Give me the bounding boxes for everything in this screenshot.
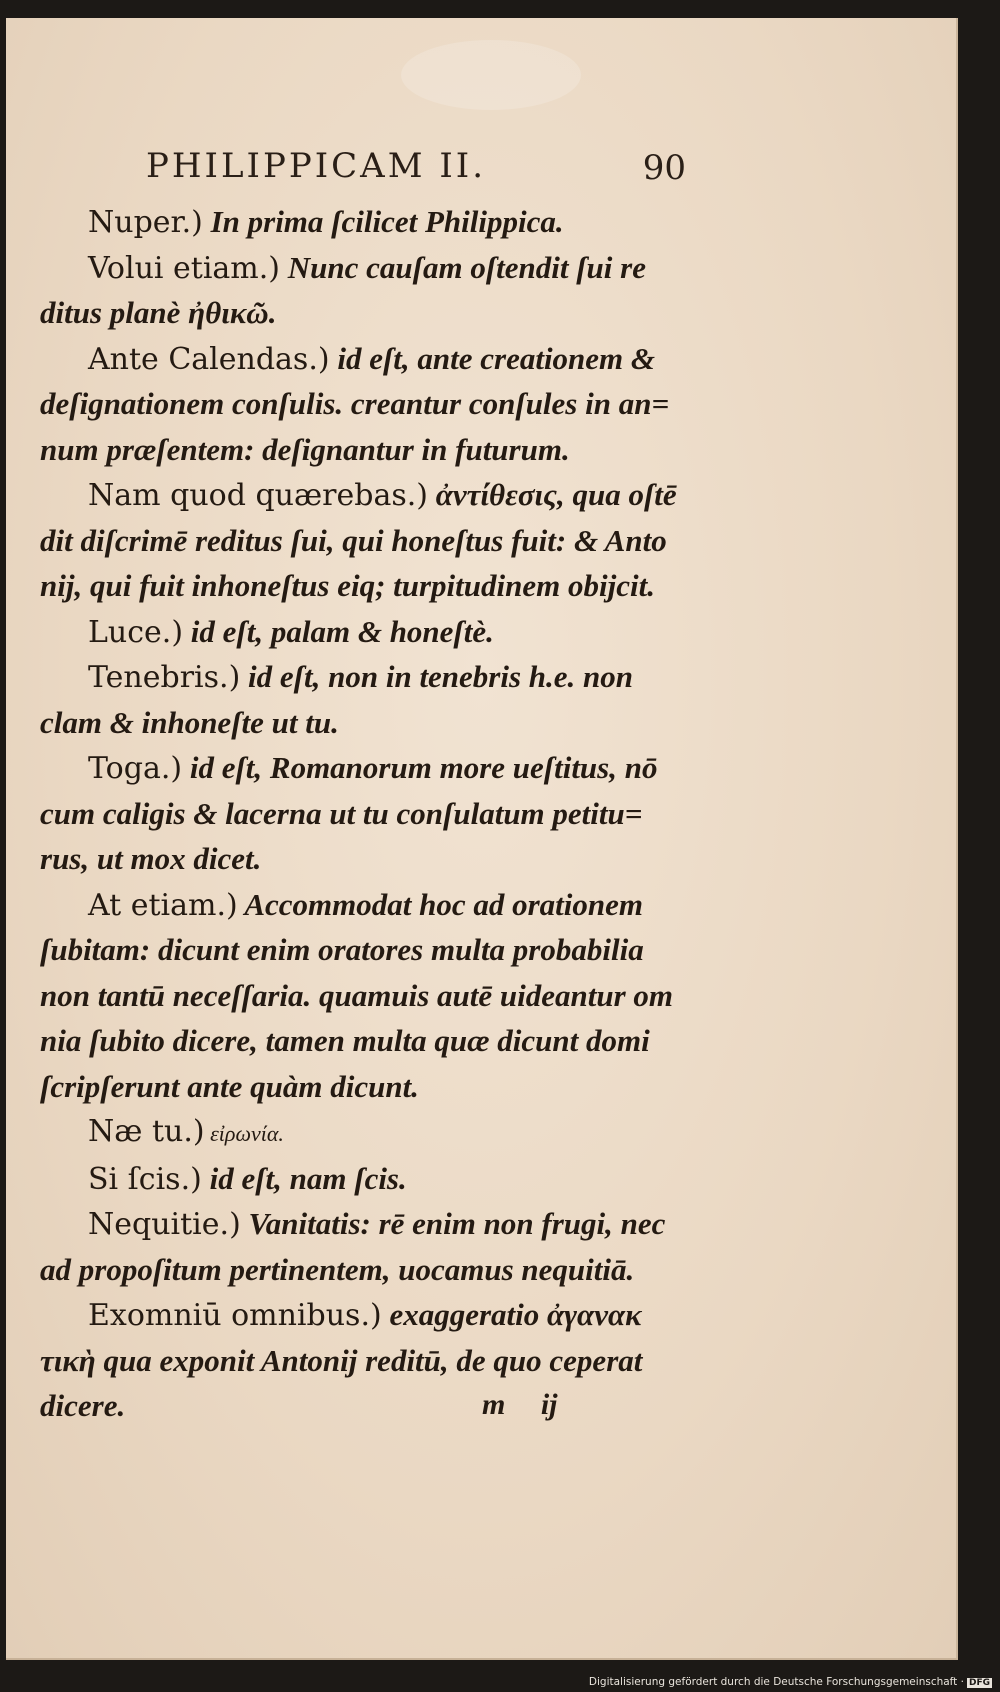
commentary: τικὴ qua exponit Antonij reditū, de quo ceperat bbox=[40, 1342, 643, 1378]
text-line bbox=[40, 1248, 700, 1294]
running-header bbox=[146, 146, 686, 186]
text-line bbox=[40, 610, 700, 656]
text-line bbox=[40, 564, 700, 610]
text-line bbox=[40, 974, 700, 1020]
commentary: εἰρωνία. bbox=[204, 1121, 284, 1146]
commentary: rus, ut mox dicet. bbox=[40, 841, 262, 876]
dfg-logo: DFG bbox=[968, 1678, 990, 1688]
lemma: Volui etiam.) bbox=[88, 250, 280, 286]
text-line bbox=[40, 1110, 700, 1157]
text-line bbox=[40, 1065, 700, 1111]
commentary: ſubitam: dicunt enim oratores multa probabilia bbox=[40, 932, 644, 967]
text-line bbox=[40, 837, 700, 883]
lemma: Næ tu.) bbox=[88, 1114, 205, 1149]
lemma: At etiam.) bbox=[88, 887, 238, 923]
folio-number: 90 bbox=[642, 148, 686, 188]
commentary: In prima ſcilicet Philippica. bbox=[202, 204, 564, 239]
commentary: dit diſcrimē reditus ſui, qui honeſtus fuit: & Anto bbox=[40, 522, 667, 558]
commentary: ad propoſitum pertinentem, uocamus nequitiā. bbox=[40, 1251, 635, 1287]
text-line bbox=[40, 428, 700, 474]
commentary: dicere. bbox=[40, 1388, 126, 1423]
commentary: Accommodat hoc ad orationem bbox=[237, 886, 644, 922]
commentary: id eſt, Romanorum more ueſtitus, nō bbox=[182, 750, 658, 785]
commentary-text bbox=[40, 200, 700, 1430]
commentary: ditus planè ἠθικῶ. bbox=[40, 295, 277, 330]
text-line bbox=[40, 655, 700, 701]
text-line bbox=[40, 1339, 700, 1385]
book-page bbox=[6, 18, 958, 1660]
lemma: Luce.) bbox=[88, 614, 184, 650]
digitization-credit bbox=[589, 1676, 992, 1688]
commentary: nij, qui fuit inhoneſtus eiq; turpitudinem obijcit. bbox=[40, 568, 655, 603]
text-line bbox=[40, 519, 700, 565]
text-line bbox=[40, 337, 700, 383]
lemma: Si ſcis.) bbox=[88, 1161, 202, 1197]
lemma: Tenebris.) bbox=[88, 660, 241, 695]
commentary: Nunc cauſam oſtendit ſui re bbox=[280, 249, 646, 285]
commentary: deſignationem conſulis. creantur conſules in an= bbox=[40, 386, 670, 421]
text-line bbox=[40, 792, 700, 838]
text-line bbox=[40, 701, 700, 747]
text-line bbox=[40, 200, 700, 246]
commentary: non tantū neceſſaria. quamuis autē uideantur om bbox=[40, 977, 674, 1013]
commentary: id eſt, ante creationem & bbox=[329, 340, 656, 376]
lemma: Nuper.) bbox=[88, 205, 203, 240]
paper-stain bbox=[401, 40, 581, 110]
credit-text: Digitalisierung gefördert durch die Deutsche Forschungsgemeinschaft · bbox=[588, 1676, 964, 1688]
lemma: Nam quod quærebas.) bbox=[88, 478, 428, 513]
text-line bbox=[40, 746, 700, 792]
running-title: PHILIPPICAM II. bbox=[146, 146, 487, 186]
commentary: cum caligis & lacerna ut tu conſulatum petitu= bbox=[40, 795, 643, 831]
signature-mark: m ij bbox=[482, 1388, 558, 1421]
commentary: id eſt, non in tenebris h.e. non bbox=[240, 659, 634, 694]
lemma: Nequitie.) bbox=[88, 1207, 241, 1242]
text-line bbox=[40, 291, 700, 337]
commentary: ἀντίθεσις, qua oſtē bbox=[428, 477, 677, 512]
text-line bbox=[40, 883, 700, 929]
commentary: ſcripſerunt ante quàm dicunt. bbox=[40, 1068, 419, 1104]
lemma: Exomniū omnibus.) bbox=[88, 1298, 382, 1333]
commentary: id eſt, palam & honeſtè. bbox=[183, 613, 494, 649]
text-line bbox=[40, 1293, 700, 1339]
commentary: nia ſubito dicere, tamen multa quæ dicunt domi bbox=[40, 1023, 650, 1058]
lemma: Ante Calendas.) bbox=[88, 341, 330, 377]
commentary: clam & inhoneſte ut tu. bbox=[40, 704, 339, 740]
text-line bbox=[40, 1019, 700, 1065]
text-line bbox=[40, 382, 700, 428]
text-line bbox=[40, 246, 700, 292]
text-line bbox=[40, 473, 700, 519]
text-line bbox=[40, 1202, 700, 1248]
commentary: num præſentem: deſignantur in futurum. bbox=[40, 431, 570, 467]
text-line bbox=[40, 1384, 700, 1430]
commentary: Vanitatis: rē enim non frugi, nec bbox=[240, 1206, 666, 1241]
lemma: Toga.) bbox=[88, 751, 183, 786]
commentary: exaggeratio ἀγανακ bbox=[381, 1297, 642, 1332]
commentary: id eſt, nam ſcis. bbox=[201, 1160, 407, 1196]
text-line bbox=[40, 1157, 700, 1203]
text-line bbox=[40, 928, 700, 974]
